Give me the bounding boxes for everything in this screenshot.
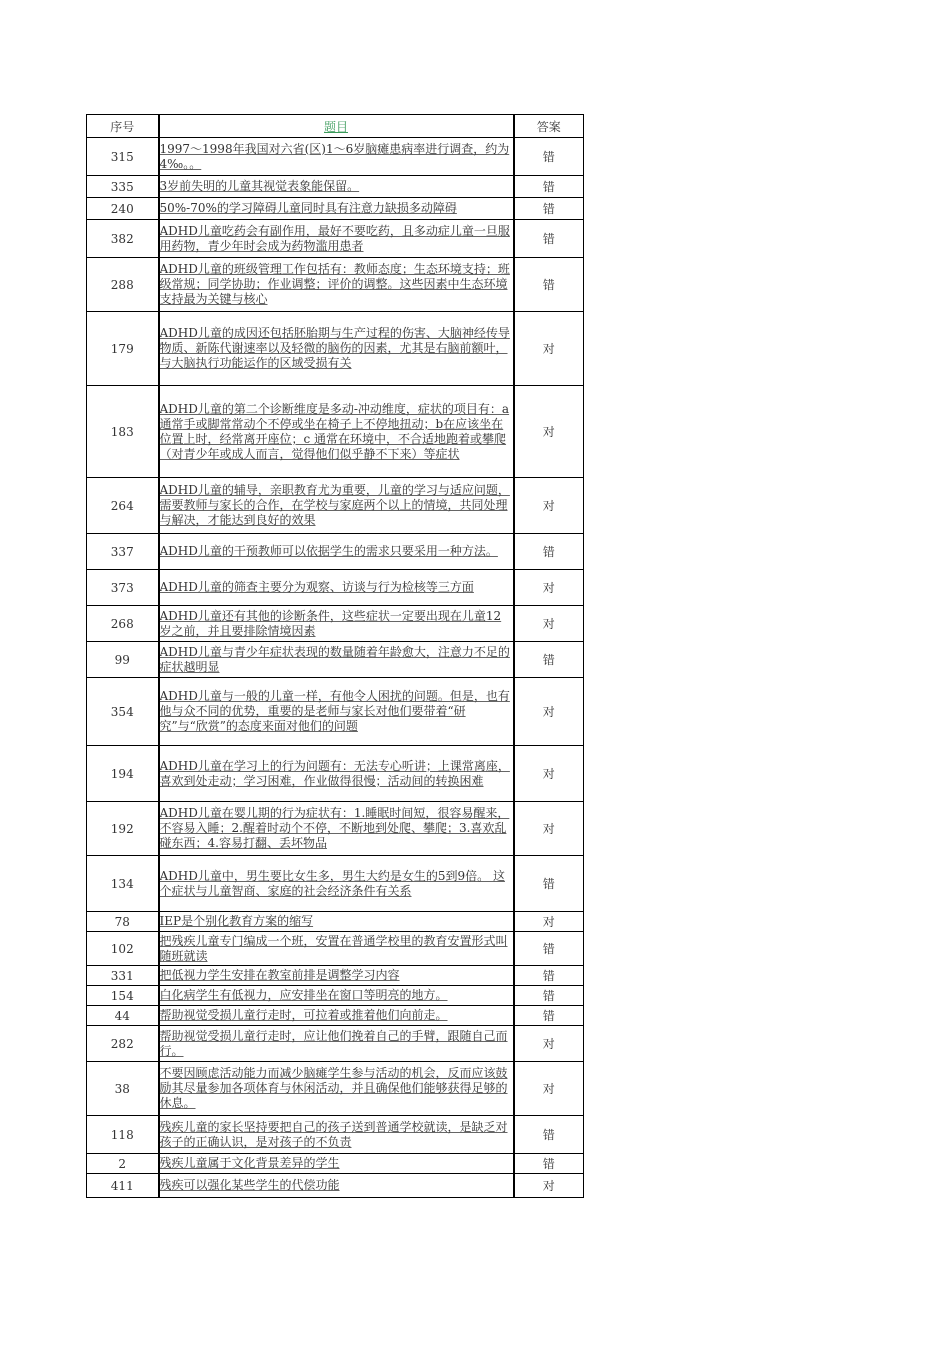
table-row [87, 1062, 584, 1116]
row-question-cell [159, 1116, 514, 1154]
table-row [87, 678, 584, 746]
row-question-cell [159, 1154, 514, 1174]
row-answer: 错 [514, 258, 584, 312]
row-id: 38 [87, 1062, 159, 1116]
row-id: 373 [87, 570, 159, 606]
row-answer: 错 [514, 1006, 584, 1026]
row-question-cell [159, 570, 514, 606]
row-answer: 对 [514, 478, 584, 534]
row-answer: 对 [514, 1174, 584, 1198]
row-id: 282 [87, 1026, 159, 1062]
row-question: 不要因顾虑活动能力而减少脑瘫学生参与活动的机会，反而应该鼓励其尽量参加各项体育与休闲活动，并且确保他们能够获得足够的休息。 [159, 1066, 508, 1110]
row-question: ADHD儿童吃药会有副作用，最好不要吃药，且多动症儿童一旦服用药物，青少年时会成为药物滥用患者 [159, 223, 510, 253]
row-id: 99 [87, 642, 159, 678]
table-row [87, 1174, 584, 1198]
row-id: 411 [87, 1174, 159, 1198]
row-question-cell [159, 802, 514, 856]
row-answer: 错 [514, 1154, 584, 1174]
row-question-cell [159, 932, 514, 966]
table-row [87, 1026, 584, 1062]
row-question: ADHD儿童还有其他的诊断条件，这些症状一定要出现在儿童12岁之前，并且要排除情境因素 [159, 608, 502, 638]
table-row [87, 746, 584, 802]
row-question: ADHD儿童的班级管理工作包括有：教师态度；生态环境支持；班级常规；同学协助；作业调整；评价的调整。这些因素中生态环境支持最为关键与核心 [159, 262, 510, 306]
row-answer: 对 [514, 1026, 584, 1062]
row-question-cell [159, 986, 514, 1006]
row-id: 337 [87, 534, 159, 570]
row-question-cell [159, 856, 514, 912]
row-question: 把残疾儿童专门编成一个班，安置在普通学校里的教育安置形式叫随班就读 [159, 933, 508, 963]
row-answer: 错 [514, 1116, 584, 1154]
row-id: 2 [87, 1154, 159, 1174]
table-body [87, 138, 584, 1198]
row-id: 183 [87, 386, 159, 478]
row-question-cell [159, 386, 514, 478]
row-question: ADHD儿童与一般的儿童一样，有他令人困扰的问题。但是，也有他与众不同的优势，重要的是老师与家长对他们要带着“研究”与“欣赏”的态度来面对他们的问题 [159, 689, 510, 733]
row-answer: 错 [514, 856, 584, 912]
table-row [87, 642, 584, 678]
table-row [87, 1006, 584, 1026]
row-id: 354 [87, 678, 159, 746]
row-question-cell [159, 534, 514, 570]
row-id: 134 [87, 856, 159, 912]
table-row [87, 1154, 584, 1174]
row-question: ADHD儿童的辅导，亲职教育尤为重要，儿童的学习与适应问题，需要教师与家长的合作，在学校与家庭两个以上的情境，共同处理与解决，才能达到良好的效果 [159, 483, 510, 527]
row-answer: 错 [514, 932, 584, 966]
quiz-table [86, 114, 584, 1198]
row-question: ADHD儿童的成因还包括胚胎期与生产过程的伤害、大脑神经传导物质、新陈代谢速率以及轻微的脑伤的因素，尤其是右脑前额叶，与大脑执行功能运作的区域受损有关 [159, 326, 510, 370]
row-answer: 错 [514, 986, 584, 1006]
table-row [87, 176, 584, 198]
table-row [87, 312, 584, 386]
row-question-cell [159, 176, 514, 198]
row-question-cell [159, 220, 514, 258]
row-question: 残疾儿童属于文化背景差异的学生 [159, 1156, 340, 1170]
row-answer: 对 [514, 746, 584, 802]
row-answer: 错 [514, 198, 584, 220]
row-question-cell [159, 1062, 514, 1116]
row-question: 50%-70%的学习障碍儿童同时具有注意力缺损多动障碍 [159, 201, 457, 215]
row-id: 315 [87, 138, 159, 176]
row-question: 残疾可以强化某些学生的代偿功能 [159, 1178, 340, 1192]
row-question: ADHD儿童的第二个诊断维度是多动-冲动维度，症状的项目有：a通常手或脚常常动个不停或坐在椅子上不停地扭动；b在应该坐在位置上时，经常离开座位；c 通常在环境中，不合适地跑着或攀爬（对青少年或成人而言，觉得他们似乎静不下来）等症状 [159, 401, 510, 461]
row-answer: 对 [514, 312, 584, 386]
table-row [87, 802, 584, 856]
row-answer: 错 [514, 642, 584, 678]
row-answer: 对 [514, 386, 584, 478]
row-question-cell [159, 1174, 514, 1198]
row-question-cell [159, 912, 514, 932]
row-id: 335 [87, 176, 159, 198]
row-id: 331 [87, 966, 159, 986]
table-row [87, 478, 584, 534]
row-answer: 错 [514, 966, 584, 986]
row-question: ADHD儿童在学习上的行为问题有：无法专心听讲；上课常离座，喜欢到处走动；学习困难，作业做得很慢；活动间的转换困难 [159, 758, 510, 788]
row-question-cell [159, 678, 514, 746]
table-row [87, 606, 584, 642]
row-answer: 错 [514, 534, 584, 570]
row-question: 把低视力学生安排在教室前排是调整学习内容 [159, 968, 400, 982]
table-row [87, 220, 584, 258]
table-row [87, 932, 584, 966]
row-question: IEP是个别化教育方案的缩写 [159, 914, 314, 928]
row-id: 102 [87, 932, 159, 966]
row-id: 240 [87, 198, 159, 220]
row-question-cell [159, 312, 514, 386]
row-answer: 对 [514, 570, 584, 606]
row-question: 帮助视觉受损儿童行走时，应让他们挽着自己的手臂，跟随自己而行。 [159, 1028, 508, 1058]
row-question-cell [159, 1006, 514, 1026]
row-question: 白化病学生有低视力，应安排坐在窗口等明亮的地方。 [159, 988, 448, 1002]
row-id: 44 [87, 1006, 159, 1026]
row-id: 179 [87, 312, 159, 386]
table-row [87, 138, 584, 176]
table-row [87, 386, 584, 478]
table-row [87, 1116, 584, 1154]
row-answer: 对 [514, 678, 584, 746]
row-question: ADHD儿童的筛查主要分为观察、访谈与行为检核等三方面 [159, 580, 474, 594]
row-id: 288 [87, 258, 159, 312]
table-row [87, 198, 584, 220]
row-question: ADHD儿童在婴儿期的行为症状有：1.睡眠时间短，很容易醒来，不容易入睡；2.醒着时动个不停，不断地到处爬、攀爬；3.喜欢乱碰东西；4.容易打翻、丢坏物品 [159, 806, 510, 850]
row-question-cell [159, 966, 514, 986]
row-question: 残疾儿童的家长坚持要把自己的孩子送到普通学校就读，是缺乏对孩子的正确认识，是对孩子的不负责 [159, 1119, 508, 1149]
table-row [87, 966, 584, 986]
row-question: 帮助视觉受损儿童行走时，可拉着或推着他们向前走。 [159, 1008, 448, 1022]
row-question-cell [159, 258, 514, 312]
row-answer: 对 [514, 912, 584, 932]
row-question: ADHD儿童的干预教师可以依据学生的需求只要采用一种方法。 [159, 544, 498, 558]
row-question-cell [159, 478, 514, 534]
row-answer: 错 [514, 176, 584, 198]
row-answer: 对 [514, 1062, 584, 1116]
row-id: 194 [87, 746, 159, 802]
header-answer: 答案 [514, 115, 584, 138]
row-question-cell [159, 138, 514, 176]
table-row [87, 534, 584, 570]
row-answer: 错 [514, 138, 584, 176]
row-answer: 对 [514, 802, 584, 856]
row-question-cell [159, 642, 514, 678]
row-id: 382 [87, 220, 159, 258]
table-row [87, 258, 584, 312]
row-id: 118 [87, 1116, 159, 1154]
row-id: 78 [87, 912, 159, 932]
header-id: 序号 [87, 115, 159, 138]
table-row [87, 856, 584, 912]
row-question-cell [159, 746, 514, 802]
header-question[interactable]: 题目 [159, 115, 514, 138]
table-row [87, 986, 584, 1006]
row-id: 264 [87, 478, 159, 534]
row-id: 154 [87, 986, 159, 1006]
row-id: 268 [87, 606, 159, 642]
row-question: ADHD儿童与青少年症状表现的数量随着年龄愈大，注意力不足的症状越明显 [159, 644, 510, 674]
row-answer: 对 [514, 606, 584, 642]
row-question: 3岁前失明的儿童其视觉表象能保留。 [159, 179, 360, 193]
row-question: ADHD儿童中，男生要比女生多，男生大约是女生的5到9倍。 这个症状与儿童智商、家庭的社会经济条件有关系 [159, 868, 505, 898]
row-answer: 错 [514, 220, 584, 258]
row-question-cell [159, 1026, 514, 1062]
row-question-cell [159, 198, 514, 220]
header-row [87, 115, 584, 138]
row-question: 1997～1998年我国对六省(区)1～6岁脑瘫患病率进行调查，约为4‰。。 [159, 141, 510, 171]
table-row [87, 570, 584, 606]
row-id: 192 [87, 802, 159, 856]
table-row [87, 912, 584, 932]
row-question-cell [159, 606, 514, 642]
